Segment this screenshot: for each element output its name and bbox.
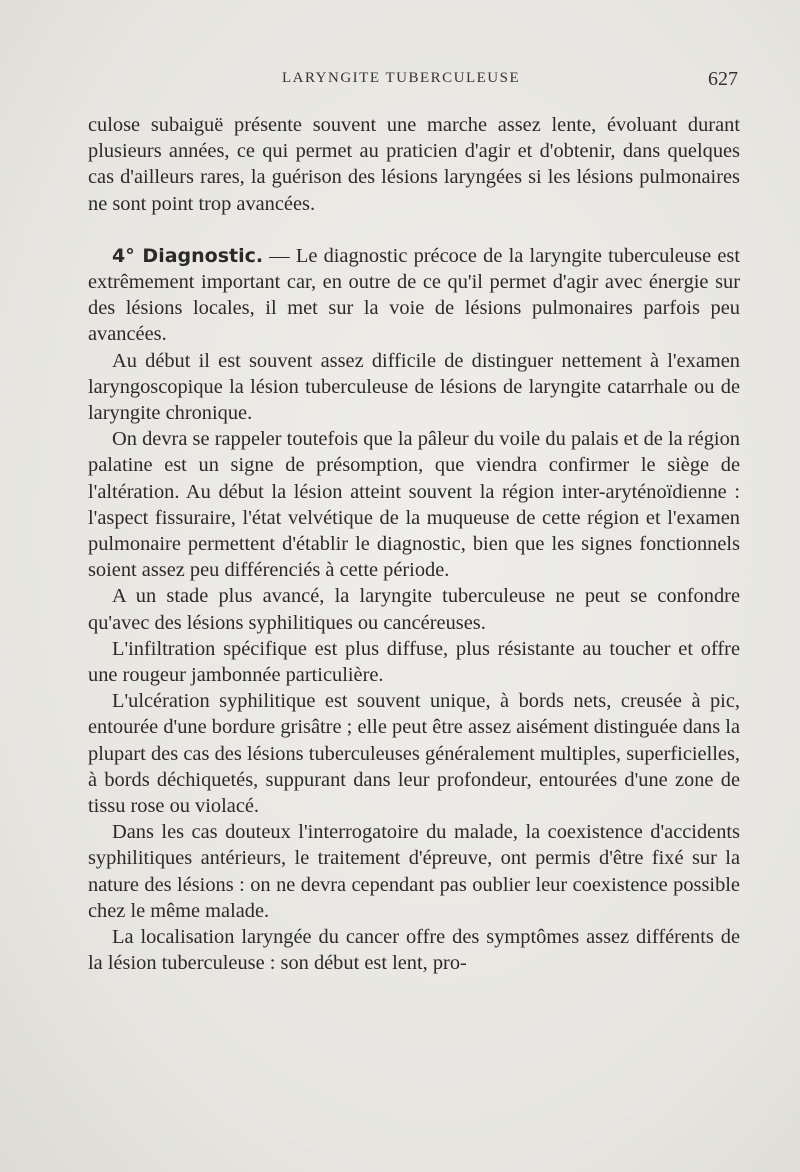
running-title: LARYNGITE TUBERCULEUSE (282, 70, 521, 86)
body-text (88, 112, 740, 977)
page-header (88, 70, 738, 96)
paragraph: L'infiltration spécifique est plus diffuse, plus résistante au toucher et offre une rougeur jambonnée particulière. (88, 637, 740, 687)
paragraph-continuation: culose subaiguë présente souvent une marche assez lente, évoluant durant plusieurs années, ce qui permet au praticien d'agir et d'obtenir, dans quelques cas d'ailleurs rares, la guérison des lésions laryngées si les lésions pulmonaires ne sont point trop avancées. (88, 114, 740, 215)
paragraph: A un stade plus avancé, la laryngite tuberculeuse ne peut se confondre qu'avec des lésions syphilitiques ou cancéreuses. (88, 585, 740, 634)
section-title: 4° Diagnostic. (112, 244, 264, 267)
paragraph-diagnostic (88, 243, 740, 348)
paragraph: L'ulcération syphilitique est souvent unique, à bords nets, creusée à pic, entourée d'une bordure grisâtre ; elle peut être assez aisément distinguée dans la plupart des cas des lésions tuberculeuses généralement multiples, superficielles, à bords déchiquetés, suppurant dans leur profondeur, entourées d'une zone de tissu rose ou violacé. (88, 690, 740, 818)
paragraph: Au début il est souvent assez difficile de distinguer nettement à l'examen laryngoscopique la lésion tuberculeuse de lésions de laryngite catarrhale ou de laryngite chronique. (88, 349, 740, 425)
paragraph-diagnostic-text: — Le diagnostic précoce de la laryngite tuberculeuse est extrêmement important car, en outre de ce qu'il permet d'agir avec énergie sur des lésions locales, il met sur la voie de lésions pulmonaires parfois peu avancées. (88, 244, 741, 346)
paragraph: Dans les cas douteux l'interrogatoire du malade, la coexistence d'accidents syphilitiques antérieurs, le traitement d'épreuve, ont permis d'être fixé sur la nature des lésions : on ne devra cependant pas oublier leur coexistence possible chez le même malade. (88, 821, 740, 922)
page-number: 627 (708, 68, 738, 90)
paragraph: On devra se rappeler toutefois que la pâleur du voile du palais et de la région palatine est un signe de présomption, que viendra confirmer le siège de l'altération. Au début la lésion atteint souvent la région inter-aryténoïdienne : l'aspect fissuraire, l'état velvétique de la muqueuse de cette région et l'examen pulmonaire permettent d'établir le diagnostic, bien que les signes fonctionnels soient assez peu différenciés à cette période. (88, 428, 740, 582)
paragraph: La localisation laryngée du cancer offre des symptômes assez différents de la lésion tuberculeuse : son début est lent, pro- (88, 926, 740, 975)
